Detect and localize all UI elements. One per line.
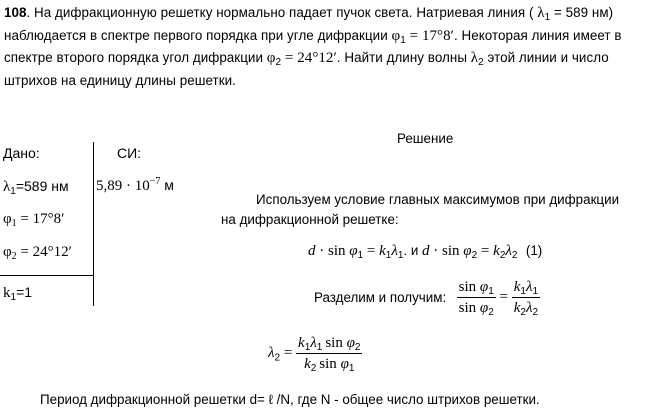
si-header: СИ:: [117, 145, 142, 161]
problem-statement: 108. На дифракционную решетку нормально падает пучок света. Натриевая линия ( $\lambda_1 = 589$ нм) наблюдается в спектре первого порядка при угле дифракции $\varphi_1 = 17^\circ 8'$. Некоторая линия имеет в спектре второго порядка угол дифракции $\varphi_2 = 24^\circ 12'$. Найти длину волны $\lambda_2$ этой линии и число штрихов на единицу длины решетки.: [4, 5, 622, 88]
ratio-equation: Разделим и получим: $\frac{\sin \varphi_1}{\sin \varphi_2}$ = $\frac{k_1\lambda_1}{k_2\lambda_2}$: [314, 279, 539, 318]
problem-number: 108: [4, 5, 27, 20]
si-lambda1-value: $5,89 \cdot 10^{-7}$ м: [96, 176, 174, 194]
equation-1: $d \cdot \sin \varphi_1 = k_1\lambda_1$. и $d \cdot \sin \varphi_2 = k_2\lambda_2$ (1): [308, 243, 543, 261]
grating-period-text: Период дифракционной решетки d= ℓ /N, где N - общее число штрихов решетки.: [40, 392, 540, 407]
given-header: Дано:: [3, 145, 40, 161]
lambda2-fraction: $\frac{k_1\lambda_1 \sin \varphi_2}{k_2 \sin \varphi_1}$: [298, 335, 361, 374]
divide-text: Разделим и получим:: [314, 290, 447, 305]
lambda2-formula: $\lambda_2$ = $\frac{k_1\lambda_1 \sin \varphi_2}{k_2 \sin \varphi_1}$: [268, 335, 361, 374]
sin-ratio-fraction: $\frac{\sin \varphi_1}{\sin \varphi_2}$: [458, 279, 494, 318]
table-horizontal-divider: [0, 275, 94, 276]
given-lambda1: $\lambda_1=589$ нм: [3, 178, 69, 197]
solution-intro-line2: на дифракционной решетке:: [221, 212, 399, 227]
k-lambda-ratio-fraction: $\frac{k_1\lambda_1}{k_2\lambda_2}$: [513, 279, 539, 318]
solution-header: Решение: [397, 131, 454, 146]
given-phi1: $\varphi_1 = 17^\circ 8'$: [3, 211, 65, 229]
given-phi2: $\varphi_2 = 24^\circ 12'$: [3, 244, 72, 262]
equation-number: (1): [525, 243, 543, 258]
given-k1: $k_1=1$: [3, 284, 33, 303]
solution-intro-line1: Используем условие главных максимумов при дифракции: [256, 192, 620, 207]
table-vertical-divider: [93, 142, 94, 306]
